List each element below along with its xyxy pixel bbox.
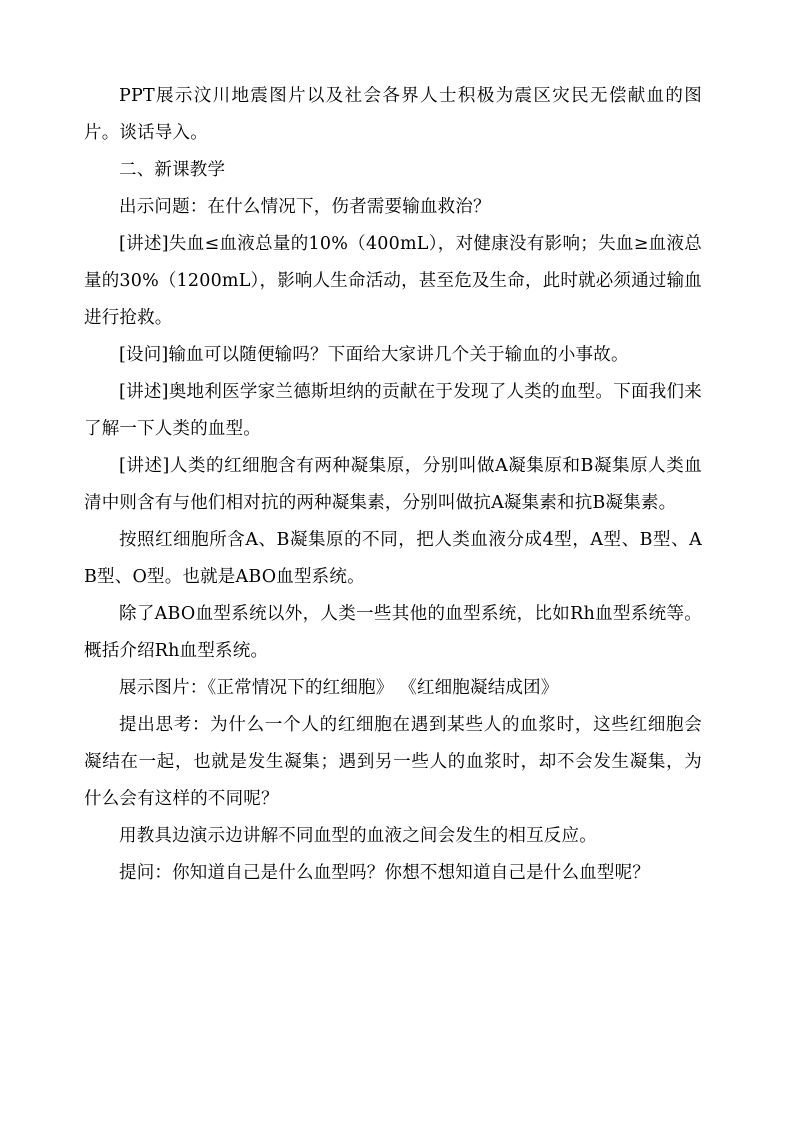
paragraph-blood-loss: [讲述]失血≤血液总量的10%（400mL），对健康没有影响；失血≥血液总量的30%（1200mL），影响人生命活动，甚至危及生命，此时就必须通过输血进行抢救。 [84, 234, 702, 328]
paragraph-rh-system: 除了ABO血型系统以外，人类一些其他的血型系统，比如Rh血型系统等。概括介绍Rh血型系统。 [84, 604, 702, 661]
section-heading-new-lesson: 二、新课教学 [119, 160, 226, 180]
paragraph-intro-ppt: PPT展示汶川地震图片以及社会各界人士积极为震区灾民无偿献血的图片。谈话导入。 [84, 86, 702, 143]
paragraph-show-pictures: 展示图片：《正常情况下的红细胞》 《红细胞凝结成团》 [119, 678, 559, 698]
document-body [84, 78, 702, 892]
paragraph-question: 出示问题：在什么情况下，伤者需要输血救治？ [119, 197, 491, 217]
paragraph-demonstration: 用教具边演示边讲解不同血型的血液之间会发生的相互反应。 [119, 826, 597, 846]
paragraph-thinking-prompt: 提出思考：为什么一个人的红细胞在遇到某些人的血浆时，这些红细胞会凝结在一起，也就是发生凝集；遇到另一些人的血浆时，却不会发生凝集，为什么会有这样的不同呢？ [84, 715, 702, 809]
paragraph-final-question: 提问：你知道自己是什么血型吗？你想不想知道自己是什么血型呢？ [119, 863, 650, 883]
paragraph-agglutinogens: [讲述]人类的红细胞含有两种凝集原，分别叫做A凝集原和B凝集原人类血清中则含有与他们相对抗的两种凝集素，分别叫做抗A凝集素和抗B凝集素。 [84, 456, 702, 513]
paragraph-abo-types: 按照红细胞所含A、B凝集原的不同，把人类血液分成4型，A型、B型、AB型、O型。也就是ABO血型系统。 [84, 530, 702, 587]
paragraph-landsteiner: [讲述]奥地利医学家兰德斯坦纳的贡献在于发现了人类的血型。下面我们来了解一下人类的血型。 [84, 382, 702, 439]
paragraph-transfusion-question: [设问]输血可以随便输吗？下面给大家讲几个关于输血的小事故。 [119, 345, 629, 365]
